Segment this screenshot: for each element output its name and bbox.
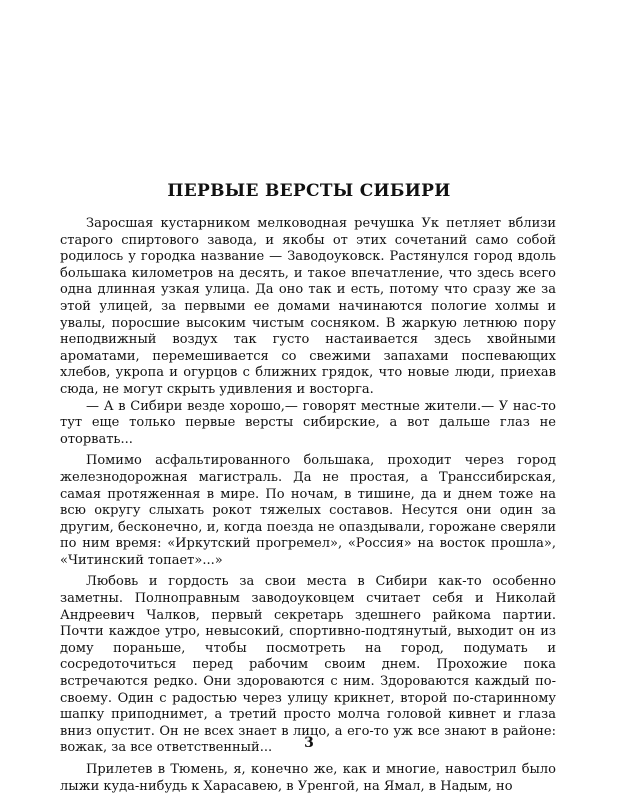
paragraph: Прилетев в Тюмень, я, конечно же, как и многие, навострил было лыжи куда-нибудь к Харасавею, в Уренгой, на Ямал, в Надым, но: [60, 762, 556, 794]
paragraph: Заросшая кустарником мелководная речушка Ук петляет вблизи старого спиртового завода, и якобы от этих сочетаний само собой родилось у городка название — Заводоуковск. Растянулся город вдоль большака километров на десять, и такое впечатление, что здесь всего одна длинная узкая улица. Да оно так и есть, потому что сразу же за этой улицей, за первыми ее домами начинаются пологие холмы и увалы, поросшие высоким чистым сосняком. В жаркую летнюю пору неподвижный воздух так густо настаивается здесь хвойными ароматами, перемешивается со свежими запахами поспевающих хлебов, укропа и огурцов с ближних грядок, что новые люди, приехав сюда, не могут скрыть удивления и восторга.: [60, 216, 556, 397]
page-number: 3: [304, 735, 314, 751]
chapter-title: ПЕРВЫЕ ВЕРСТЫ СИБИРИ: [167, 181, 451, 201]
paragraph: Любовь и гордость за свои места в Сибири как-то особенно заметны. Полноправным заводоуковцем считает себя и Николай Андреевич Чалков, первый секретарь здешнего райкома партии. Почти каждое утро, невысокий, спортивно-подтянутый, выходит он из дому пораньше, чтобы посмотреть на город, подумать и сосредоточиться перед рабочим своим днем. Прохожие пока встречаются редко. Они здороваются с ним. Здороваются каждый по-своему. Один с радостью через улицу крикнет, второй по-старинному шапку приподнимет, а третий просто молча головой кивнет и глаза вниз опустит. Он не всех знает в лицо, а его-то уж все знают в районе: вожак, за все ответственный...: [60, 574, 556, 756]
body-text: [60, 216, 556, 795]
paragraph: Помимо асфальтированного большака, проходит через город железнодорожная магистраль. Да не простая, а Транссибирская, самая протяженная в мире. По ночам, в тишине, да и днем тоже на всю округу слыхать рокот тяжелых составов. Несутся они один за другим, бесконечно, и, когда поезда не опаздывали, горожане сверяли по ним время: «Иркутский прогремел», «Россия» на восток прошла», «Читинский топает»...»: [60, 453, 556, 568]
paragraph: — А в Сибири везде хорошо,— говорят местные жители.— У нас-то тут еще только первые версты сибирские, а вот дальше глаз не оторвать...: [60, 398, 556, 447]
